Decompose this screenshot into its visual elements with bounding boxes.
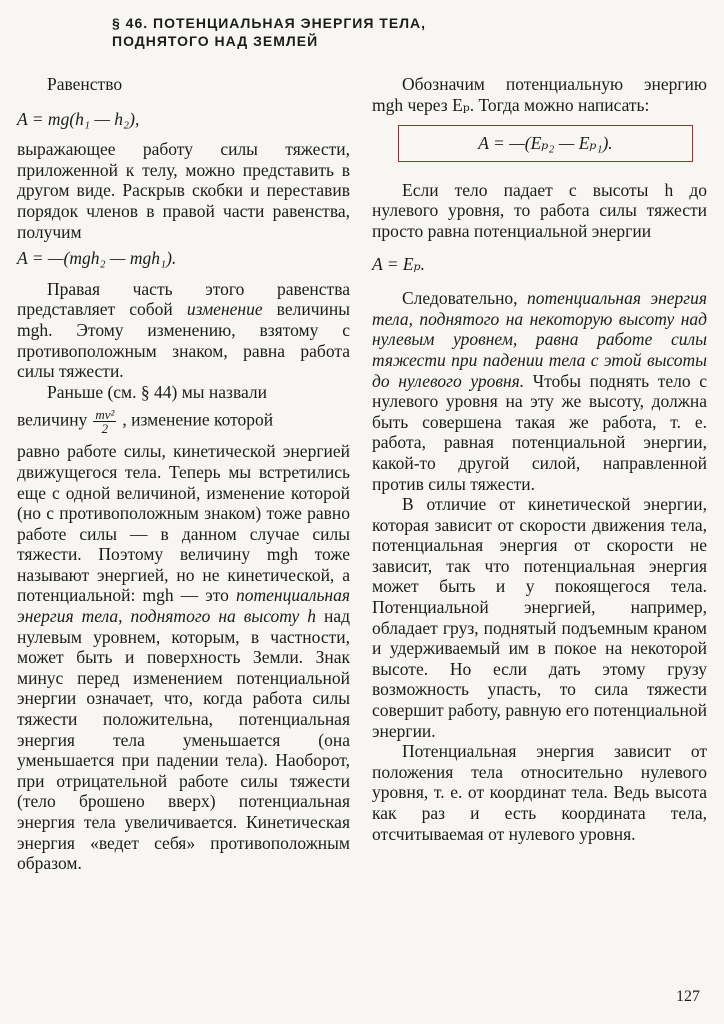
kinetic-energy-fraction: [93, 408, 116, 435]
fraction-numerator: mv²: [95, 407, 115, 423]
left-p3-text-a: Правая часть этого равенства представляет собой: [17, 278, 350, 320]
right-paragraph-1: Обозначим потенциальную энергию mgh через Eₚ. Тогда можно написать:: [372, 74, 707, 115]
boxed-formula: A = —(Eₚ₂ — Eₚ₁).: [398, 125, 693, 162]
fraction-denominator: 2: [101, 421, 109, 437]
left-p6-text-a: равно работе силы, кинетической энергией движущегося тела. Теперь мы встретились еще с одной величиной, изменение которой (но с противоположным знаком) тоже равно работе силы — в данном случае силы тяжести. Поэтому величину mgh тоже называют энергией, но не кинетической, а потенциальной: mgh — это: [17, 441, 350, 606]
left-paragraph-4: Раньше (см. § 44) мы назвали: [47, 381, 268, 402]
right-p3-text-c: Чтобы поднять тело с нулевого уровня на эту же высоту, должна быть совершена такая же работа, т. е. работа, равная потенциальной энергии, какой-то другой силой, направленной против силы тяжести.: [372, 370, 707, 494]
left-paragraph-2: выражающее работу силы тяжести, приложенной к телу, можно представить в другом виде. Раскрыв скобки и переставив порядок членов в правой части равенства, получим: [17, 139, 350, 242]
section-title-line-1: § 46. ПОТЕНЦИАЛЬНАЯ ЭНЕРГИЯ ТЕЛА,: [112, 15, 427, 31]
left-paragraph-3: [17, 279, 350, 382]
right-p3-text-a: Следовательно,: [402, 288, 527, 309]
right-column: [372, 74, 707, 844]
right-paragraph-2: Если тело падает с высоты h до нулевого уровня, то работа силы тяжести просто равна потенциальной энергии: [372, 179, 707, 241]
left-paragraph-1: Равенство: [47, 74, 123, 94]
left-p5-text-a: величину: [17, 409, 88, 430]
left-p5-text-b: , изменение которой: [122, 409, 274, 430]
left-p6-emphasis: потенциальная энергия тела, поднятого на высоту h: [17, 585, 350, 627]
formula-work-mgh: A = —(mgh₂ — mgh₁).: [17, 248, 177, 269]
left-p3-emphasis: изменение: [186, 299, 263, 320]
left-paragraph-6: [17, 441, 350, 873]
formula-work-heights: A = mg(h₁ — h₂),: [17, 108, 140, 129]
formula-work-ep: A = Eₚ.: [372, 253, 425, 274]
page-number: 127: [676, 988, 700, 1005]
left-p3-text-c: величины mgh. Этому изменению, взятому с противоположным знаком, равна работа силы тяжести.: [17, 299, 350, 382]
right-paragraph-4: В отличие от кинетической энергии, которая зависит от скорости движения тела, потенциальная энергия от скорости не зависит, так что потенциальная энергия может быть и у покоящегося тела. Потенциальной энергией, например, обладает груз, поднятый подъемным краном и удерживаемый им в покое на некоторой высоте. Но если дать этому грузу возможность упасть, то сила тяжести совершит работу, равную его потенциальной энергии.: [372, 494, 707, 741]
right-paragraph-3: [372, 288, 707, 494]
right-p3-emphasis: потенциальная энергия тела, поднятого на некоторую высоту над нулевым уровнем, равна работе силы тяжести при падении тела с этой высоты до нулевого уровня.: [372, 288, 707, 391]
section-title: [112, 14, 472, 50]
right-paragraph-5: Потенциальная энергия зависит от положения тела относительно нулевого уровня, т. е. от координат тела. Ведь высота как раз и есть координата тела, отсчитываемая от нулевого уровня.: [372, 741, 707, 844]
left-p6-text-c: над нулевым уровнем, которым, в частности, может быть и поверхность Земли. Знак минус перед изменением потенциальной энергии означает, что, когда работа силы тяжести положительна, потенциальная энергия тела уменьшается (она уменьшается при падении тела). Наоборот, при отрицательной работе силы тяжести (тело брошено вверх) потенциальная энергия тела увеличивается. Кинетическая энергия «ведет себя» противоположным образом.: [17, 606, 350, 874]
left-paragraph-5: [17, 408, 350, 435]
left-column: [17, 74, 350, 874]
section-title-line-2: ПОДНЯТОГО НАД ЗЕМЛЕЙ: [112, 33, 319, 49]
